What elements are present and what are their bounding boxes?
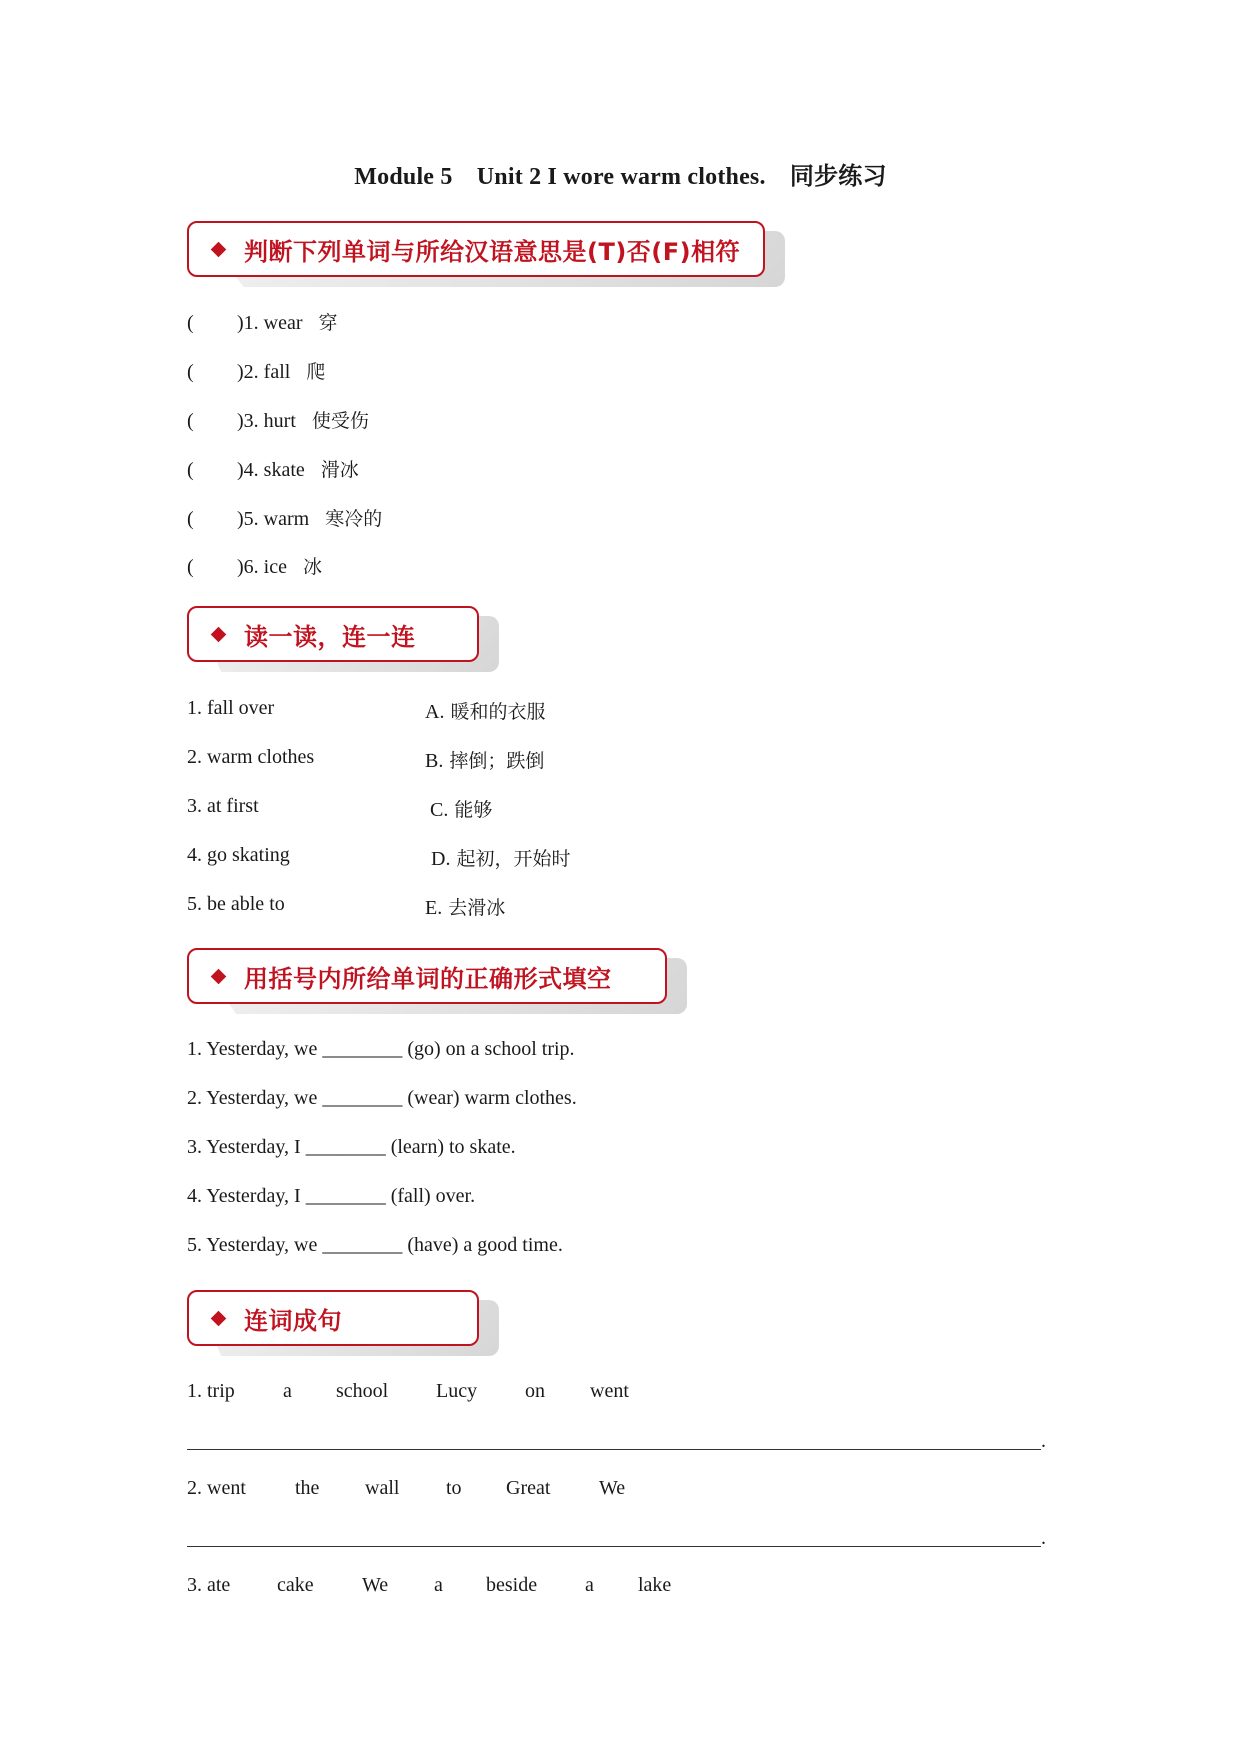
scrambled-word: to: [446, 1477, 462, 1499]
match-right-item: C. 能够: [430, 799, 493, 821]
scrambled-word: cake: [277, 1574, 314, 1596]
section-header-match: [187, 606, 479, 662]
scrambled-word: lake: [638, 1574, 672, 1596]
scrambled-word: 2. went: [187, 1477, 246, 1499]
tf-item: ( )3. hurt 使受伤: [187, 410, 369, 432]
section-header-fill-in: [187, 948, 667, 1004]
match-right-item: E. 去滑冰: [425, 897, 506, 919]
scrambled-word: Lucy: [436, 1380, 478, 1402]
fill-item: 2. Yesterday, we ________ (wear) warm clothes.: [187, 1087, 577, 1109]
scrambled-word: beside: [486, 1574, 538, 1596]
section-label: 判断下列单词与所给汉语意思是(T)否(F)相符: [244, 237, 741, 266]
match-left-item: 3. at first: [187, 795, 259, 817]
match-left-item: 2. warm clothes: [187, 746, 315, 768]
section-header-sentences: [187, 1290, 479, 1346]
scrambled-word: a: [434, 1574, 443, 1596]
answer-line[interactable]: [187, 1449, 1041, 1450]
tf-item: ( )6. ice 冰: [187, 556, 322, 578]
tf-item: ( )1. wear 穿: [187, 312, 338, 334]
fill-item: 1. Yesterday, we ________ (go) on a school trip.: [187, 1038, 575, 1060]
scrambled-word: 1. trip: [187, 1380, 235, 1402]
answer-period: .: [1041, 1430, 1046, 1452]
scrambled-word: on: [525, 1380, 545, 1402]
fill-item: 3. Yesterday, I ________ (learn) to skate.: [187, 1136, 516, 1158]
scrambled-word: the: [295, 1477, 320, 1499]
scrambled-word: We: [362, 1574, 389, 1596]
diamond-icon: [211, 1310, 227, 1326]
match-right-item: A. 暖和的衣服: [425, 701, 546, 723]
fill-item: 4. Yesterday, I ________ (fall) over.: [187, 1185, 476, 1207]
section-label: 用括号内所给单词的正确形式填空: [244, 964, 612, 993]
scrambled-word: We: [599, 1477, 626, 1499]
header-box: [187, 606, 479, 662]
page-title: Module 5 Unit 2 I wore warm clothes. 同步练习: [354, 164, 887, 190]
scrambled-word: Great: [506, 1477, 551, 1499]
section-label: 连词成句: [244, 1306, 342, 1335]
scrambled-word: a: [585, 1574, 594, 1596]
scrambled-word: 3. ate: [187, 1574, 231, 1596]
header-box: [187, 221, 765, 277]
header-box: [187, 1290, 479, 1346]
scrambled-word: a: [283, 1380, 292, 1402]
diamond-icon: [211, 968, 227, 984]
header-box: [187, 948, 667, 1004]
tf-item: ( )4. skate 滑冰: [187, 459, 359, 481]
answer-period: .: [1041, 1527, 1046, 1549]
answer-line[interactable]: [187, 1546, 1041, 1547]
scrambled-word: wall: [365, 1477, 400, 1499]
section-header-true-false: [187, 221, 765, 277]
section-label: 读一读，连一连: [244, 622, 416, 651]
match-right-item: D. 起初，开始时: [431, 848, 571, 870]
scrambled-word: went: [590, 1380, 629, 1402]
tf-item: ( )2. fall 爬: [187, 361, 326, 383]
tf-item: ( )5. warm 寒冷的: [187, 508, 383, 530]
match-right-item: B. 摔倒；跌倒: [425, 750, 545, 772]
scrambled-word: school: [336, 1380, 389, 1402]
match-left-item: 5. be able to: [187, 893, 285, 915]
fill-item: 5. Yesterday, we ________ (have) a good time.: [187, 1234, 563, 1256]
diamond-icon: [211, 241, 227, 257]
diamond-icon: [211, 626, 227, 642]
match-left-item: 1. fall over: [187, 697, 275, 719]
match-left-item: 4. go skating: [187, 844, 290, 866]
